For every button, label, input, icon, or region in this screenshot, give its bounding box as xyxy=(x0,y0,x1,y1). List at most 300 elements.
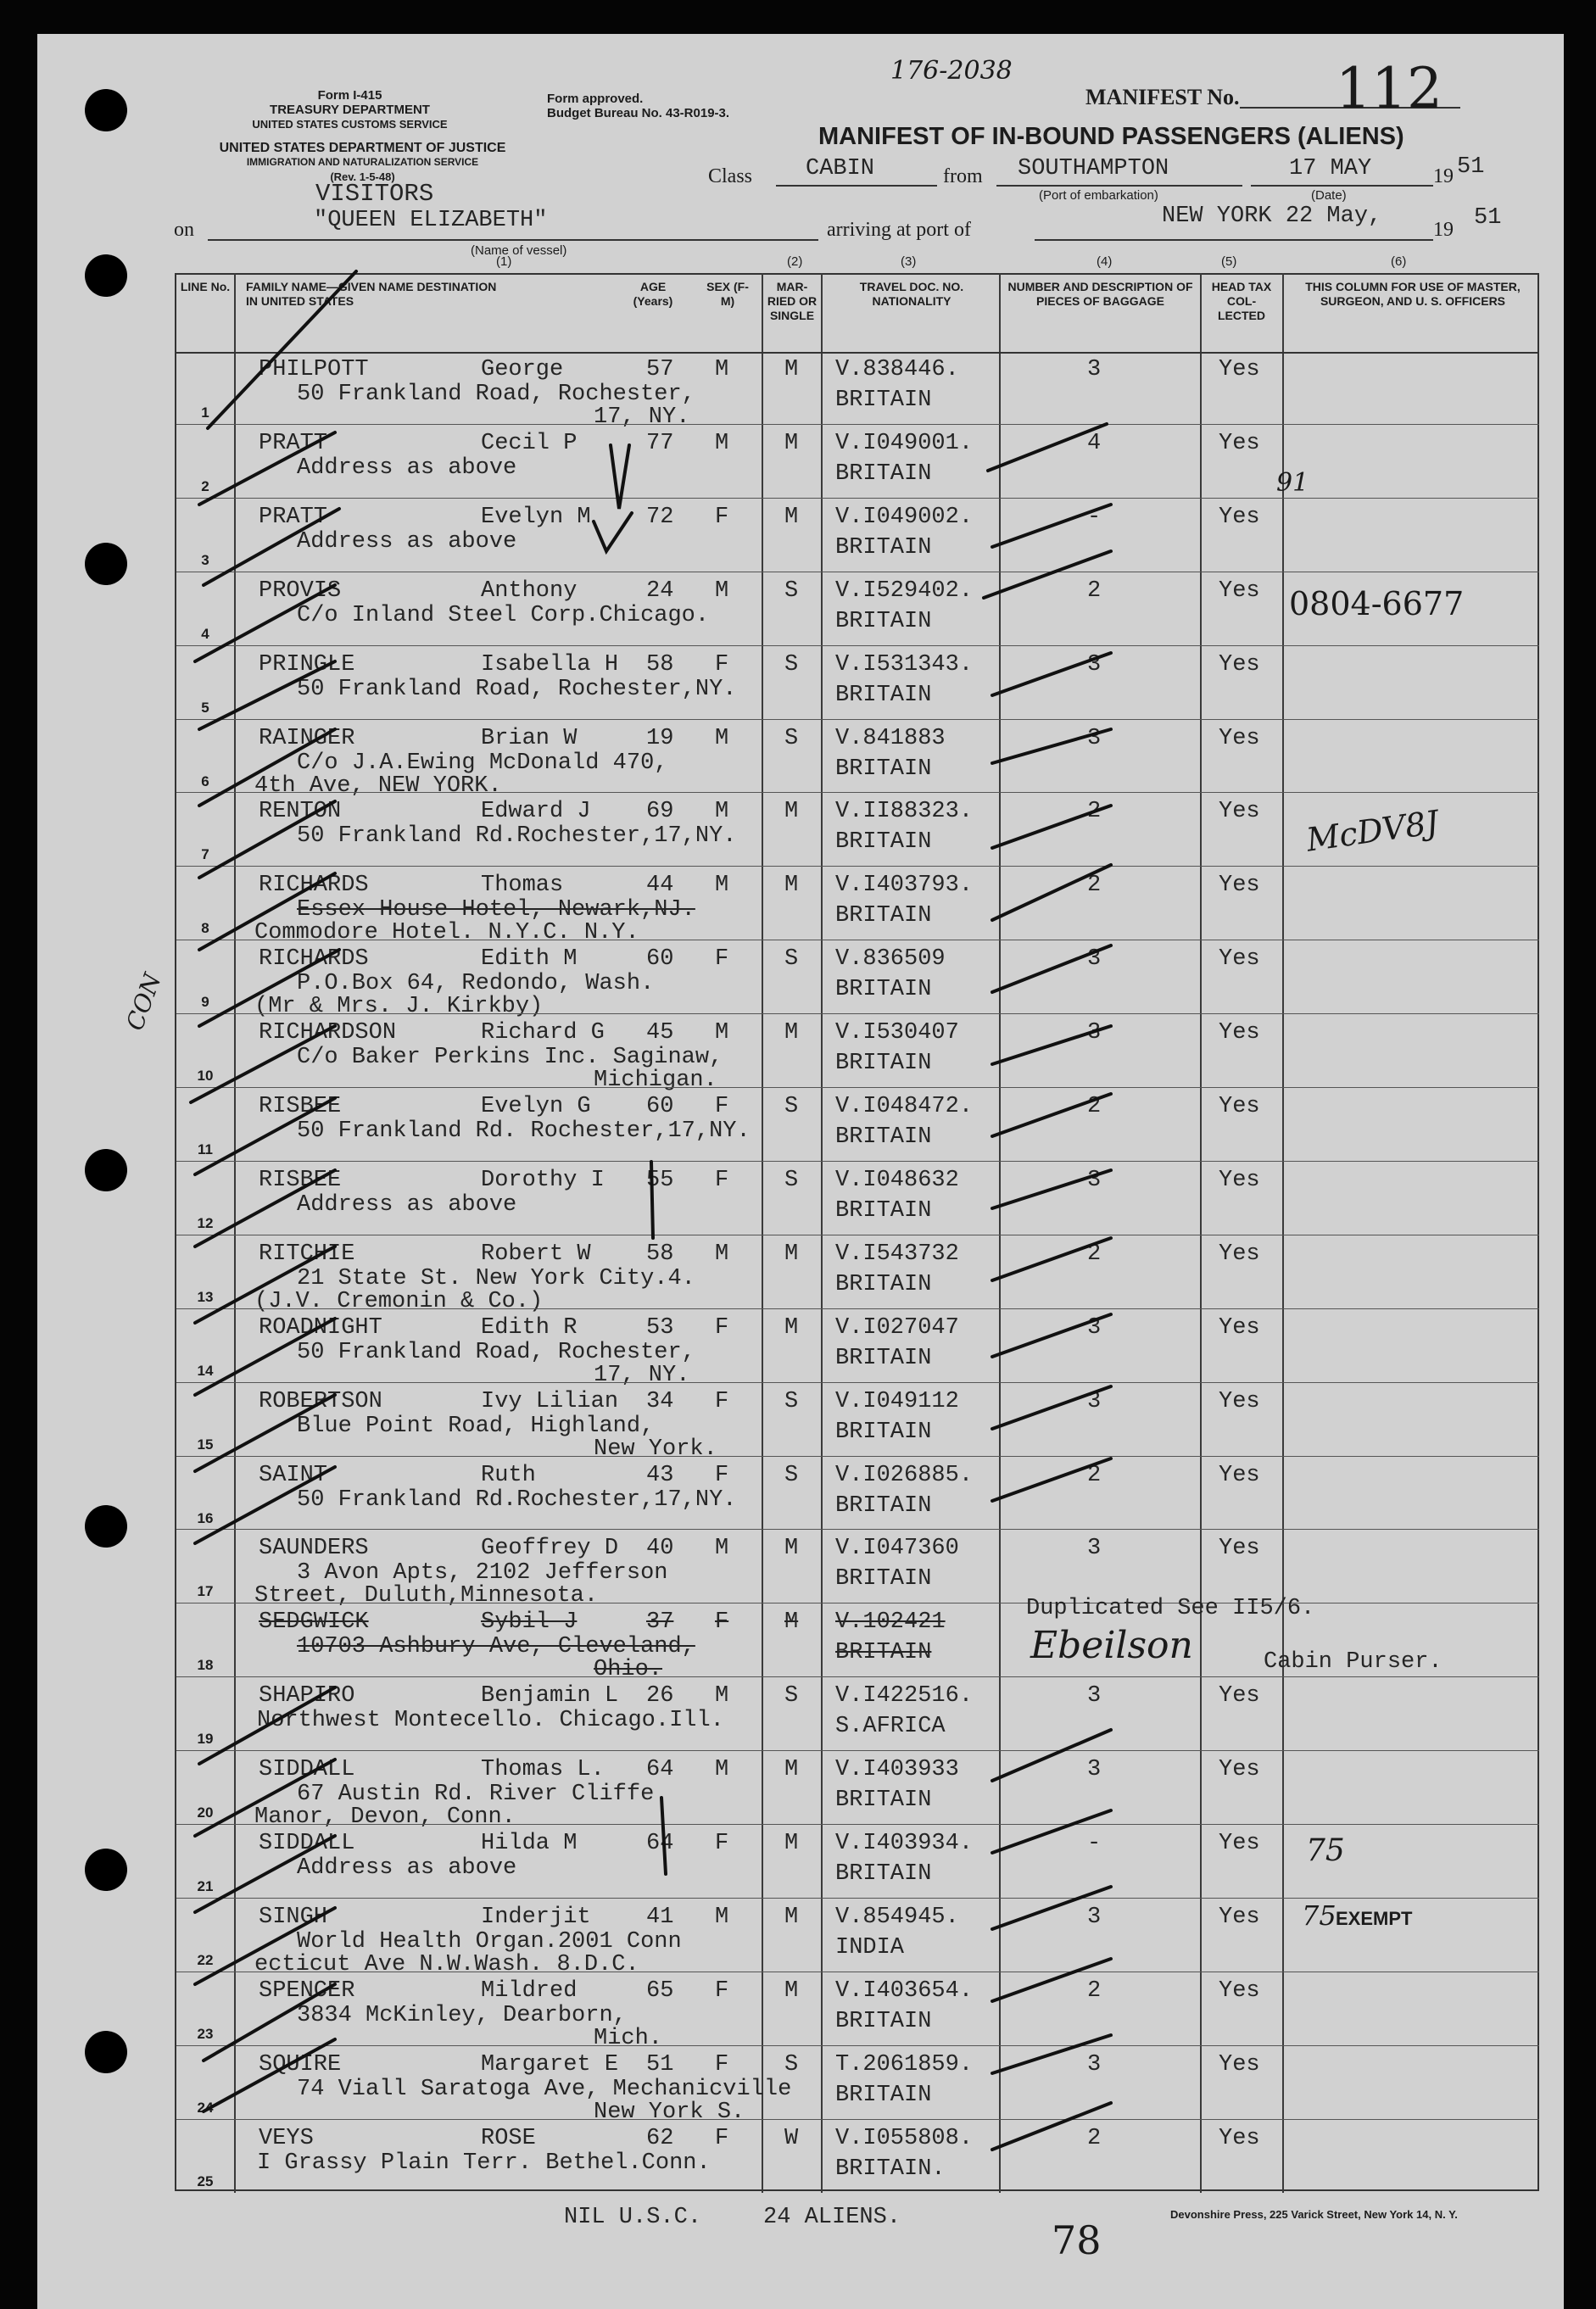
class-value: CABIN xyxy=(806,156,875,181)
nationality: BRITAIN xyxy=(835,683,932,708)
head-tax: Yes xyxy=(1219,1536,1260,1561)
address-line: Michigan. xyxy=(594,1068,717,1093)
travel-doc: V.854945. xyxy=(835,1905,959,1930)
address-line: 74 Viall Saratoga Ave, Mechanicville xyxy=(297,2077,792,2102)
family-name: PHILPOTT xyxy=(259,357,369,382)
col-header-married: MAR-RIED OR SINGLE xyxy=(767,280,818,322)
given-name: Dorothy I xyxy=(481,1168,605,1193)
check-mark xyxy=(208,271,356,428)
sex: M xyxy=(715,431,729,456)
marital-status: M xyxy=(784,873,799,898)
marital-status: S xyxy=(784,2052,799,2078)
sex: F xyxy=(715,1978,729,2004)
nationality: BRITAIN xyxy=(835,1272,932,1297)
family-name: SIDDALL xyxy=(259,1831,355,1856)
head-tax: Yes xyxy=(1219,799,1260,824)
baggage-count: 2 xyxy=(1087,1241,1102,1267)
address-line: Address as above xyxy=(297,1192,517,1218)
family-name: RICHARDS xyxy=(259,873,369,898)
address-line: I Grassy Plain Terr. Bethel.Conn. xyxy=(257,2150,711,2176)
cabin-purser: Cabin Purser. xyxy=(1264,1649,1443,1675)
travel-doc: T.2061859. xyxy=(835,2052,974,2078)
marital-status: S xyxy=(784,946,799,972)
family-name: SAINT xyxy=(259,1463,328,1488)
marital-status: S xyxy=(784,1094,799,1119)
baggage-count: - xyxy=(1087,1831,1102,1856)
travel-doc: V.I049002. xyxy=(835,505,974,530)
travel-doc: V.I403654. xyxy=(835,1978,974,2004)
sex: F xyxy=(715,1315,729,1341)
marital-status: S xyxy=(784,1168,799,1193)
travel-doc: V.I529402. xyxy=(835,578,974,604)
marital-status: M xyxy=(784,1978,799,2004)
given-name: Isabella H xyxy=(481,652,619,678)
row21-note: 75 xyxy=(1306,1833,1345,1868)
nationality: BRITAIN xyxy=(835,535,932,561)
age: 64 xyxy=(646,1757,674,1782)
given-name: ROSE xyxy=(481,2126,536,2151)
age: 72 xyxy=(646,505,674,530)
sex: F xyxy=(715,1831,729,1856)
sex: M xyxy=(715,357,729,382)
check-mark xyxy=(594,513,632,551)
line-number: 1 xyxy=(201,404,209,421)
line-number: 19 xyxy=(197,1731,214,1747)
address-line: (Mr & Mrs. J. Kirkby) xyxy=(254,994,544,1019)
head-tax: Yes xyxy=(1219,357,1260,382)
row4-note: 0804-6677 xyxy=(1289,585,1465,622)
col-header-travel-doc: TRAVEL DOC. NO. NATIONALITY xyxy=(859,280,964,308)
nationality: BRITAIN xyxy=(835,1124,932,1150)
travel-doc: V.I049001. xyxy=(835,431,974,456)
age: 41 xyxy=(646,1905,674,1930)
check-mark xyxy=(992,865,1111,920)
nationality: BRITAIN xyxy=(835,1051,932,1076)
line-number: 14 xyxy=(197,1363,214,1379)
given-name: Inderjit xyxy=(481,1905,591,1930)
address-line: Essex House Hotel, Newark,NJ. xyxy=(297,897,695,923)
age: 58 xyxy=(646,1241,674,1267)
col-number: (6) xyxy=(1391,254,1407,269)
marital-status: M xyxy=(784,1757,799,1782)
line-number: 23 xyxy=(197,2026,214,2042)
vessel-caption: (Name of vessel) xyxy=(471,243,567,258)
age: 24 xyxy=(646,578,674,604)
baggage-count: 3 xyxy=(1087,1683,1102,1709)
port-caption: (Port of embarkation) xyxy=(1039,188,1158,203)
sex: M xyxy=(715,578,729,604)
address-line: 21 State St. New York City.4. xyxy=(297,1266,695,1291)
address-line: Manor, Devon, Conn. xyxy=(254,1804,516,1830)
check-mark xyxy=(992,1887,1111,1929)
form-approval: Form approved. Budget Bureau No. 43-R019-3. xyxy=(547,92,730,120)
travel-doc: V.I543732 xyxy=(835,1241,959,1267)
check-mark xyxy=(992,806,1111,848)
marital-status: M xyxy=(784,431,799,456)
address-line: Address as above xyxy=(297,1855,517,1881)
address-line: C/o Inland Steel Corp.Chicago. xyxy=(297,603,710,628)
nationality: BRITAIN xyxy=(835,461,932,487)
family-name: SHAPIRO xyxy=(259,1683,355,1709)
address-line: Ohio. xyxy=(594,1657,663,1682)
address-line: 50 Frankland Road, Rochester,NY. xyxy=(297,677,737,702)
baggage-count: 3 xyxy=(1087,1757,1102,1782)
check-mark xyxy=(199,432,335,505)
age: 57 xyxy=(646,357,674,382)
given-name: Robert W xyxy=(481,1241,591,1267)
col-header-officers: THIS COLUMN FOR USE OF MASTER, SURGEON, AND U. S. OFFICERS xyxy=(1305,280,1521,308)
vessel-name: "QUEEN ELIZABETH" xyxy=(314,208,548,233)
address-line: Mich. xyxy=(594,2026,663,2051)
family-name: SPENCER xyxy=(259,1978,355,2004)
given-name: Margaret E xyxy=(481,2052,619,2078)
travel-doc: V.I531343. xyxy=(835,652,974,678)
sex: M xyxy=(715,1241,729,1267)
nationality: BRITAIN xyxy=(835,829,932,855)
age: 55 xyxy=(646,1168,674,1193)
head-tax: Yes xyxy=(1219,2052,1260,2078)
baggage-count: 2 xyxy=(1087,1094,1102,1119)
travel-doc: V.I403793. xyxy=(835,873,974,898)
marital-status: M xyxy=(784,799,799,824)
sex: M xyxy=(715,1683,729,1709)
travel-doc: V.I049112 xyxy=(835,1389,959,1414)
marital-status: S xyxy=(784,1683,799,1709)
check-mark xyxy=(195,1098,335,1174)
family-name: RENTON xyxy=(259,799,342,824)
age: 43 xyxy=(646,1463,674,1488)
family-name: RICHARDS xyxy=(259,946,369,972)
check-mark xyxy=(992,945,1111,992)
sex: M xyxy=(715,1020,729,1046)
check-mark xyxy=(195,1170,335,1247)
given-name: Evelyn G xyxy=(481,1094,591,1119)
marital-status: M xyxy=(784,1315,799,1341)
doj-info: UNITED STATES DEPARTMENT OF JUSTICE IMMIGRATION AND NATURALIZATION SERVICE (Rev. 1-5-48) xyxy=(219,141,506,183)
check-mark xyxy=(199,873,335,950)
family-name: ROADNIGHT xyxy=(259,1315,382,1341)
check-mark xyxy=(992,1238,1111,1280)
check-mark xyxy=(195,1908,335,1984)
age: 62 xyxy=(646,2126,674,2151)
check-mark xyxy=(992,1730,1111,1781)
marital-status: S xyxy=(784,652,799,678)
address-line: 67 Austin Rd. River Cliffe xyxy=(297,1782,655,1807)
head-tax: Yes xyxy=(1219,505,1260,530)
form-info: Form I-415 TREASURY DEPARTMENT UNITED STATES CUSTOMS SERVICE xyxy=(252,88,448,131)
given-name: Hilda M xyxy=(481,1831,578,1856)
line-number: 21 xyxy=(197,1878,214,1894)
address-line: P.O.Box 64, Redondo, Wash. xyxy=(297,971,655,996)
sex: F xyxy=(715,1094,729,1119)
given-name: Geoffrey D xyxy=(481,1536,619,1561)
line-number: 4 xyxy=(201,626,209,642)
line-number: 5 xyxy=(201,700,209,716)
nationality: BRITAIN xyxy=(835,1419,932,1445)
col-header-head-tax: HEAD TAX COL-LECTED xyxy=(1211,280,1272,322)
family-name: SAUNDERS xyxy=(259,1536,369,1561)
sex: M xyxy=(715,1905,729,1930)
age: 65 xyxy=(646,1978,674,2004)
given-name: Sybil J xyxy=(481,1609,578,1635)
row2-note: 91 xyxy=(1276,468,1309,498)
given-name: Mildred xyxy=(481,1978,578,2004)
age: 34 xyxy=(646,1389,674,1414)
sex: F xyxy=(715,2126,729,2151)
col-number: (2) xyxy=(787,254,803,269)
family-name: PRINGLE xyxy=(259,652,355,678)
address-line: 50 Frankland Road, Rochester, xyxy=(297,382,695,407)
nationality: BRITAIN xyxy=(835,1346,932,1371)
travel-doc: V.I048632 xyxy=(835,1168,959,1193)
marital-status: S xyxy=(784,726,799,751)
head-tax: Yes xyxy=(1219,431,1260,456)
manifest-title: MANIFEST OF IN-BOUND PASSENGERS (ALIENS) xyxy=(818,123,1404,150)
class-label: Class xyxy=(708,165,753,187)
check-mark xyxy=(199,661,335,729)
check-mark xyxy=(661,1798,666,1874)
check-mark xyxy=(611,445,629,509)
check-mark xyxy=(984,551,1111,598)
line-number: 22 xyxy=(197,1952,214,1968)
exempt-stamp: EXEMPT xyxy=(1336,1908,1413,1929)
check-mark xyxy=(992,729,1111,763)
family-name: SEDGWICK xyxy=(259,1609,369,1635)
age: 60 xyxy=(646,1094,674,1119)
given-name: Edith M xyxy=(481,946,578,972)
address-line: (J.V. Cremonin & Co.) xyxy=(254,1289,544,1314)
marital-status: M xyxy=(784,1020,799,1046)
check-mark xyxy=(651,1162,653,1238)
sex: M xyxy=(715,873,729,898)
year-prefix: 19 xyxy=(1433,165,1454,187)
line-number: 18 xyxy=(197,1657,214,1673)
baggage-count: 4 xyxy=(1087,431,1102,456)
marital-status: M xyxy=(784,1905,799,1930)
given-name: Richard G xyxy=(481,1020,605,1046)
col-number: (5) xyxy=(1221,254,1237,269)
sex: F xyxy=(715,505,729,530)
margin-note: CON xyxy=(120,969,167,1035)
age: 69 xyxy=(646,799,674,824)
baggage-count: 2 xyxy=(1087,1978,1102,2004)
baggage-count: 2 xyxy=(1087,799,1102,824)
check-mark xyxy=(992,1094,1111,1136)
address-line: Address as above xyxy=(297,529,517,555)
address-line: New York. xyxy=(594,1436,717,1462)
year2-prefix: 19 xyxy=(1433,219,1454,241)
head-tax: Yes xyxy=(1219,1020,1260,1046)
check-mark xyxy=(195,1247,335,1323)
check-mark xyxy=(195,1467,335,1543)
head-tax: Yes xyxy=(1219,1389,1260,1414)
row7-note: McDV8J xyxy=(1303,803,1442,859)
sex: F xyxy=(715,1389,729,1414)
check-mark xyxy=(204,509,339,585)
check-mark xyxy=(992,2103,1111,2150)
head-tax: Yes xyxy=(1219,1315,1260,1341)
age: 60 xyxy=(646,946,674,972)
head-tax: Yes xyxy=(1219,1831,1260,1856)
baggage-count: 3 xyxy=(1087,1168,1102,1193)
family-name: SIDDALL xyxy=(259,1757,355,1782)
check-mark xyxy=(992,1170,1111,1208)
given-name: Thomas L. xyxy=(481,1757,605,1782)
line-number: 10 xyxy=(197,1068,214,1084)
family-name: PRATT xyxy=(259,431,328,456)
nationality: BRITAIN xyxy=(835,1640,932,1665)
line-number: 3 xyxy=(201,552,209,568)
address-line: 50 Frankland Rd.Rochester,17,NY. xyxy=(297,1487,737,1513)
age: 51 xyxy=(646,2052,674,2078)
date-value: 17 MAY xyxy=(1289,156,1372,181)
baggage-count: 3 xyxy=(1087,1389,1102,1414)
travel-doc: V.102421 xyxy=(835,1609,946,1635)
address-line: Commodore Hotel. N.Y.C. N.Y. xyxy=(254,920,639,945)
line-number: 11 xyxy=(198,1141,213,1157)
col-number: (1) xyxy=(496,254,512,269)
travel-doc: V.I403934. xyxy=(835,1831,974,1856)
marital-status: M xyxy=(784,357,799,382)
head-tax: Yes xyxy=(1219,873,1260,898)
check-mark xyxy=(199,950,339,1026)
address-line: 50 Frankland Rd. Rochester,17,NY. xyxy=(297,1118,751,1144)
age: 45 xyxy=(646,1020,674,1046)
head-tax: Yes xyxy=(1219,1978,1260,2004)
sex: F xyxy=(715,1168,729,1193)
nationality: S.AFRICA xyxy=(835,1714,946,1739)
age: 37 xyxy=(646,1609,674,1635)
col-header-sex: SEX (F-M) xyxy=(706,280,749,308)
check-mark xyxy=(199,729,335,806)
travel-doc: V.I055808. xyxy=(835,2126,974,2151)
travel-doc: V.I422516. xyxy=(835,1683,974,1709)
line-number: 24 xyxy=(197,2100,214,2116)
given-name: Thomas xyxy=(481,873,564,898)
duplicated-note: Duplicated See II5/6. xyxy=(1026,1596,1315,1621)
on-label: on xyxy=(174,219,194,241)
travel-doc: V.836509 xyxy=(835,946,946,972)
line-number: 15 xyxy=(197,1436,214,1453)
given-name: Ivy Lilian xyxy=(481,1389,619,1414)
visitors-label: VISITORS xyxy=(315,180,434,208)
marital-status: M xyxy=(784,505,799,530)
check-mark xyxy=(992,653,1111,695)
nationality: BRITAIN xyxy=(835,1198,932,1224)
footer-press: Devonshire Press, 225 Varick Street, New York 14, N. Y. xyxy=(1170,2208,1458,2221)
family-name: SINGH xyxy=(259,1905,328,1930)
baggage-count: 3 xyxy=(1087,946,1102,972)
head-tax: Yes xyxy=(1219,1463,1260,1488)
check-mark xyxy=(992,505,1111,547)
address-line: 17, NY. xyxy=(594,1363,690,1388)
address-line: World Health Organ.2001 Conn xyxy=(297,1929,682,1955)
given-name: Ruth xyxy=(481,1463,536,1488)
marital-status: M xyxy=(784,1241,799,1267)
marital-status: S xyxy=(784,1463,799,1488)
footer-nil: NIL U.S.C. xyxy=(564,2205,702,2230)
travel-doc: V.838446. xyxy=(835,357,959,382)
head-tax: Yes xyxy=(1219,1168,1260,1193)
address-line: New York S. xyxy=(594,2100,745,2125)
head-tax: Yes xyxy=(1219,1905,1260,1930)
check-mark xyxy=(988,424,1107,471)
from-label: from xyxy=(943,165,983,187)
marital-status: S xyxy=(784,1389,799,1414)
address-line: Address as above xyxy=(297,455,517,481)
line-number: 12 xyxy=(197,1215,214,1231)
nationality: BRITAIN xyxy=(835,1566,932,1592)
manifest-label: MANIFEST No. xyxy=(1085,85,1240,109)
baggage-count: 2 xyxy=(1087,2126,1102,2151)
baggage-count: 3 xyxy=(1087,1536,1102,1561)
check-mark xyxy=(992,1959,1111,2001)
travel-doc: V.I047360 xyxy=(835,1536,959,1561)
nationality: BRITAIN xyxy=(835,756,932,782)
baggage-count: 3 xyxy=(1087,2052,1102,2078)
footer-aliens: 24 ALIENS. xyxy=(763,2205,901,2230)
given-name: Evelyn M xyxy=(481,505,591,530)
footer-initial: 78 xyxy=(1052,2217,1102,2263)
arriving-label: arriving at port of xyxy=(827,219,971,241)
marital-status: M xyxy=(784,1831,799,1856)
given-name: Edward J xyxy=(481,799,591,824)
sex: F xyxy=(715,2052,729,2078)
family-name: RISBEE xyxy=(259,1094,342,1119)
nationality: BRITAIN. xyxy=(835,2156,946,2182)
address-line: Northwest Montecello. Chicago.Ill. xyxy=(257,1708,724,1733)
line-number: 20 xyxy=(197,1804,214,1821)
from-value: SOUTHAMPTON xyxy=(1018,156,1169,181)
sex: M xyxy=(715,726,729,751)
address-line: 50 Frankland Road, Rochester, xyxy=(297,1340,695,1365)
line-number: 9 xyxy=(201,994,209,1010)
family-name: RAINGER xyxy=(259,726,355,751)
sex: F xyxy=(715,946,729,972)
line-number: 17 xyxy=(197,1583,214,1599)
address-line: 4th Ave, NEW YORK. xyxy=(254,773,502,799)
line-number: 8 xyxy=(201,920,209,936)
nationality: BRITAIN xyxy=(835,2009,932,2034)
head-tax: Yes xyxy=(1219,2126,1260,2151)
check-mark xyxy=(992,1026,1111,1064)
line-number: 6 xyxy=(201,773,209,789)
year2-value: 51 xyxy=(1474,205,1502,231)
address-line: 10703 Ashbury Ave, Cleveland, xyxy=(297,1634,695,1659)
travel-doc: V.I048472. xyxy=(835,1094,974,1119)
manifest-number: 112 xyxy=(1336,56,1443,121)
address-line: C/o J.A.Ewing McDonald 470, xyxy=(297,750,668,776)
address-line: 17, NY. xyxy=(594,404,690,430)
head-tax: Yes xyxy=(1219,1241,1260,1267)
head-tax: Yes xyxy=(1219,1094,1260,1119)
check-mark xyxy=(992,1810,1111,1853)
check-mark xyxy=(992,2035,1111,2073)
family-name: PROVIS xyxy=(259,578,342,604)
given-name: Benjamin L xyxy=(481,1683,619,1709)
check-mark xyxy=(992,1314,1111,1357)
col-header-baggage: NUMBER AND DESCRIPTION OF PIECES OF BAGGAGE xyxy=(1007,280,1193,308)
line-number: 7 xyxy=(201,846,209,862)
age: 40 xyxy=(646,1536,674,1561)
marital-status: W xyxy=(784,2126,799,2151)
travel-doc: V.841883 xyxy=(835,726,946,751)
nationality: BRITAIN xyxy=(835,388,932,413)
check-mark xyxy=(195,585,335,661)
given-name: Anthony xyxy=(481,578,578,604)
family-name: RISBEE xyxy=(259,1168,342,1193)
family-name: SQUIRE xyxy=(259,2052,342,2078)
